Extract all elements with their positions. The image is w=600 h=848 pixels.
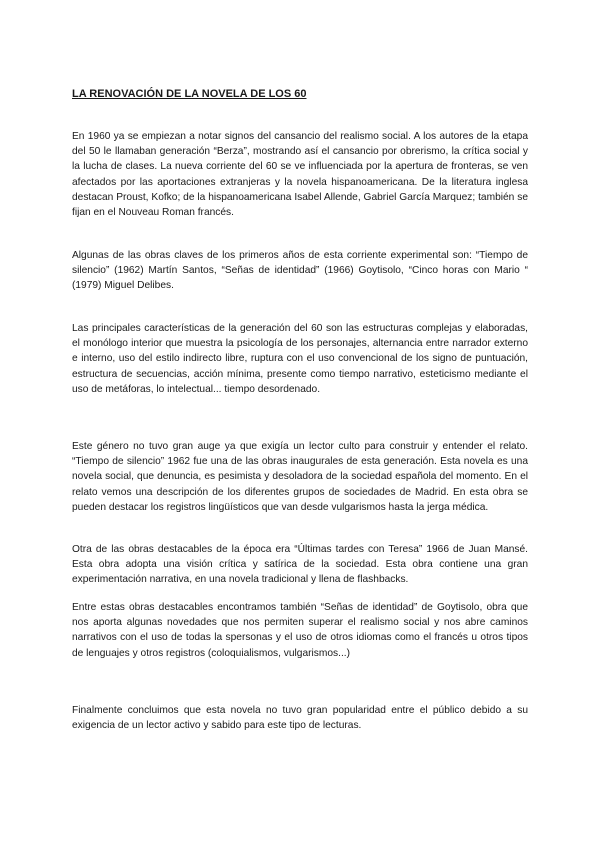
document-title: LA RENOVACIÓN DE LA NOVELA DE LOS 60	[72, 88, 307, 100]
paragraph-characteristics: Las principales características de la generación del 60 son las estructuras complejas y elaboradas, el monólogo interior que muestra la psicología de los personajes, alternancia entre narrador externo e interno, uso del estilo indirecto libre, ruptura con el uso convencional de los signo de puntuación, estructura de secuencias, acción mínima, presente como tiempo narrativo, esteticismo mediante el uso de metáforas, lo intelectual... tiempo desordenado.	[72, 323, 528, 395]
paragraph-key-works: Algunas de las obras claves de los primeros años de esta corriente experimental son: “Tiempo de silencio” (1962) Martín Santos, “Señas de identidad” (1966) Goytisolo, “Cinco horas con Mario “ (1979) Miguel Delibes.	[72, 250, 528, 292]
paragraph-ultimas-tardes: Otra de las obras destacables de la época era “Últimas tardes con Teresa” 1966 de Juan Mansé. Esta obra adopta una visión crítica y satírica de la sociedad. Esta obra contiene una gran experimentación narrativa, en una novela tradicional y llena de flashbacks.	[72, 544, 528, 586]
paragraph-tiempo-de-silencio: Este género no tuvo gran auge ya que exigía un lector culto para construir y entender el relato. “Tiempo de silencio” 1962 fue una de las obras inaugurales de esta generación. Esta novela es una novela social, que denuncia, es pesimista y desoladora de la sociedad española del momento. En el relato vemos una descripción de los diferentes grupos de sociedades de Madrid. En esta obra se pueden destacar los registros lingüísticos que van desde vulgarismos hasta la jerga médica.	[72, 441, 528, 513]
paragraph-intro: En 1960 ya se empiezan a notar signos del cansancio del realismo social. A los autores de la etapa del 50 le llamaban generación “Berza”, mostrando así el cansancio por obrerismo, la crítica social y la lucha de clases. La nueva corriente del 60 se ve influenciada por la apertura de fronteras, se ven afectados por las aportaciones extranjeras y la novela hispanoamericana. De la literatura inglesa destacan Proust, Kofko; de la hispanoamericana Isabel Allende, Gabriel García Marquez; también se fijan en el Nouveau Roman francés.	[72, 131, 528, 219]
paragraph-senas-de-identidad: Entre estas obras destacables encontramos también “Señas de identidad” de Goytisolo, obra que nos aporta algunas novedades que nos permiten superar el realismo social y nos abre caminos narrativos con el uso de todas la spersonas y el uso de otros idiomas como el francés u otros tipos de lenguajes y otros registros (coloquialismos, vulgarismos...)	[72, 602, 528, 659]
paragraph-conclusion: Finalmente concluimos que esta novela no tuvo gran popularidad entre el público debido a su exigencia de un lector activo y sabido para este tipo de lecturas.	[72, 705, 528, 732]
